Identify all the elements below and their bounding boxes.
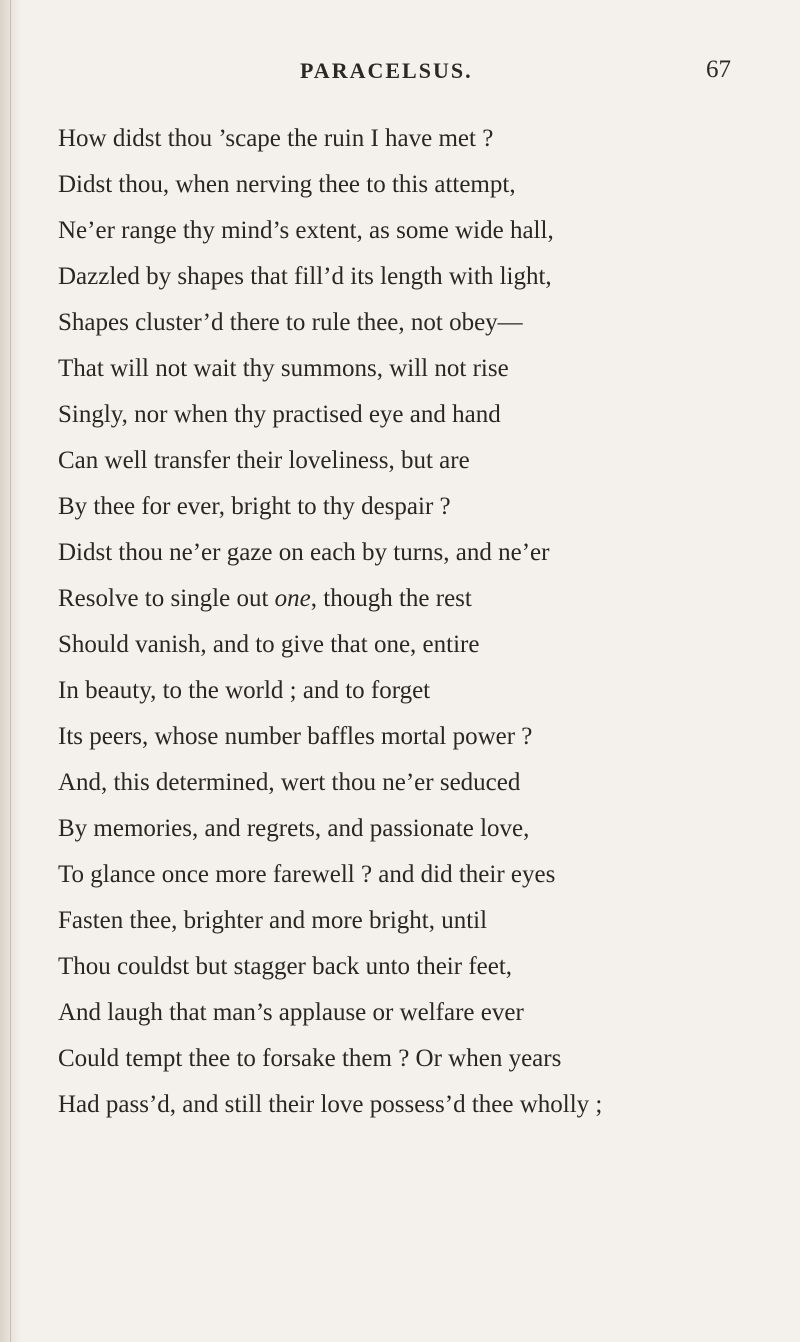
- poem-line-15: And, this determined, wert thou ne’er seduced: [58, 769, 521, 796]
- poem-line-6: That will not wait thy summons, will not rise: [58, 355, 509, 382]
- poem-line-17: To glance once more farewell ? and did their eyes: [58, 861, 556, 888]
- poem-line-13: In beauty, to the world ; and to forget: [58, 677, 431, 704]
- poem-line-2: Didst thou, when nerving thee to this attempt,: [58, 171, 516, 198]
- poem-line-11: [58, 582, 472, 616]
- poem-line-11-after: , though the rest: [310, 585, 472, 612]
- page-number: 67: [706, 56, 731, 83]
- poem-line-21: Could tempt thee to forsake them ? Or when years: [58, 1045, 562, 1072]
- poem-line-19: Thou couldst but stagger back unto their feet,: [58, 953, 513, 980]
- poem-line-9: By thee for ever, bright to thy despair ?: [58, 493, 451, 520]
- poem-line-12: Should vanish, and to give that one, entire: [58, 631, 480, 658]
- poem-line-11-before: Resolve to single out: [58, 585, 275, 612]
- poem-line-4: Dazzled by shapes that fill’d its length with light,: [58, 263, 552, 290]
- poem-line-8: Can well transfer their loveliness, but are: [58, 447, 470, 474]
- page-header: [0, 56, 800, 90]
- running-title: PARACELSUS.: [300, 58, 473, 83]
- poem-line-5: Shapes cluster’d there to rule thee, not obey—: [58, 309, 523, 336]
- poem-line-22: Had pass’d, and still their love possess’d thee wholly ;: [58, 1091, 603, 1118]
- poem-line-10: Didst thou ne’er gaze on each by turns, and ne’er: [58, 539, 550, 566]
- poem-line-1: How didst thou ’scape the ruin I have met ?: [58, 125, 494, 152]
- binding-gutter: [0, 0, 22, 1342]
- poem-line-18: Fasten thee, brighter and more bright, until: [58, 907, 488, 934]
- poem-line-20: And laugh that man’s applause or welfare ever: [58, 999, 524, 1026]
- poem-line-14: Its peers, whose number baffles mortal power ?: [58, 723, 533, 750]
- poem-line-11-emphasis: one: [274, 585, 311, 612]
- binding-edge-line: [10, 0, 11, 1342]
- poem-line-16: By memories, and regrets, and passionate love,: [58, 815, 530, 842]
- poem-line-3: Ne’er range thy mind’s extent, as some wide hall,: [58, 217, 554, 244]
- poem-line-7: Singly, nor when thy practised eye and hand: [58, 401, 501, 428]
